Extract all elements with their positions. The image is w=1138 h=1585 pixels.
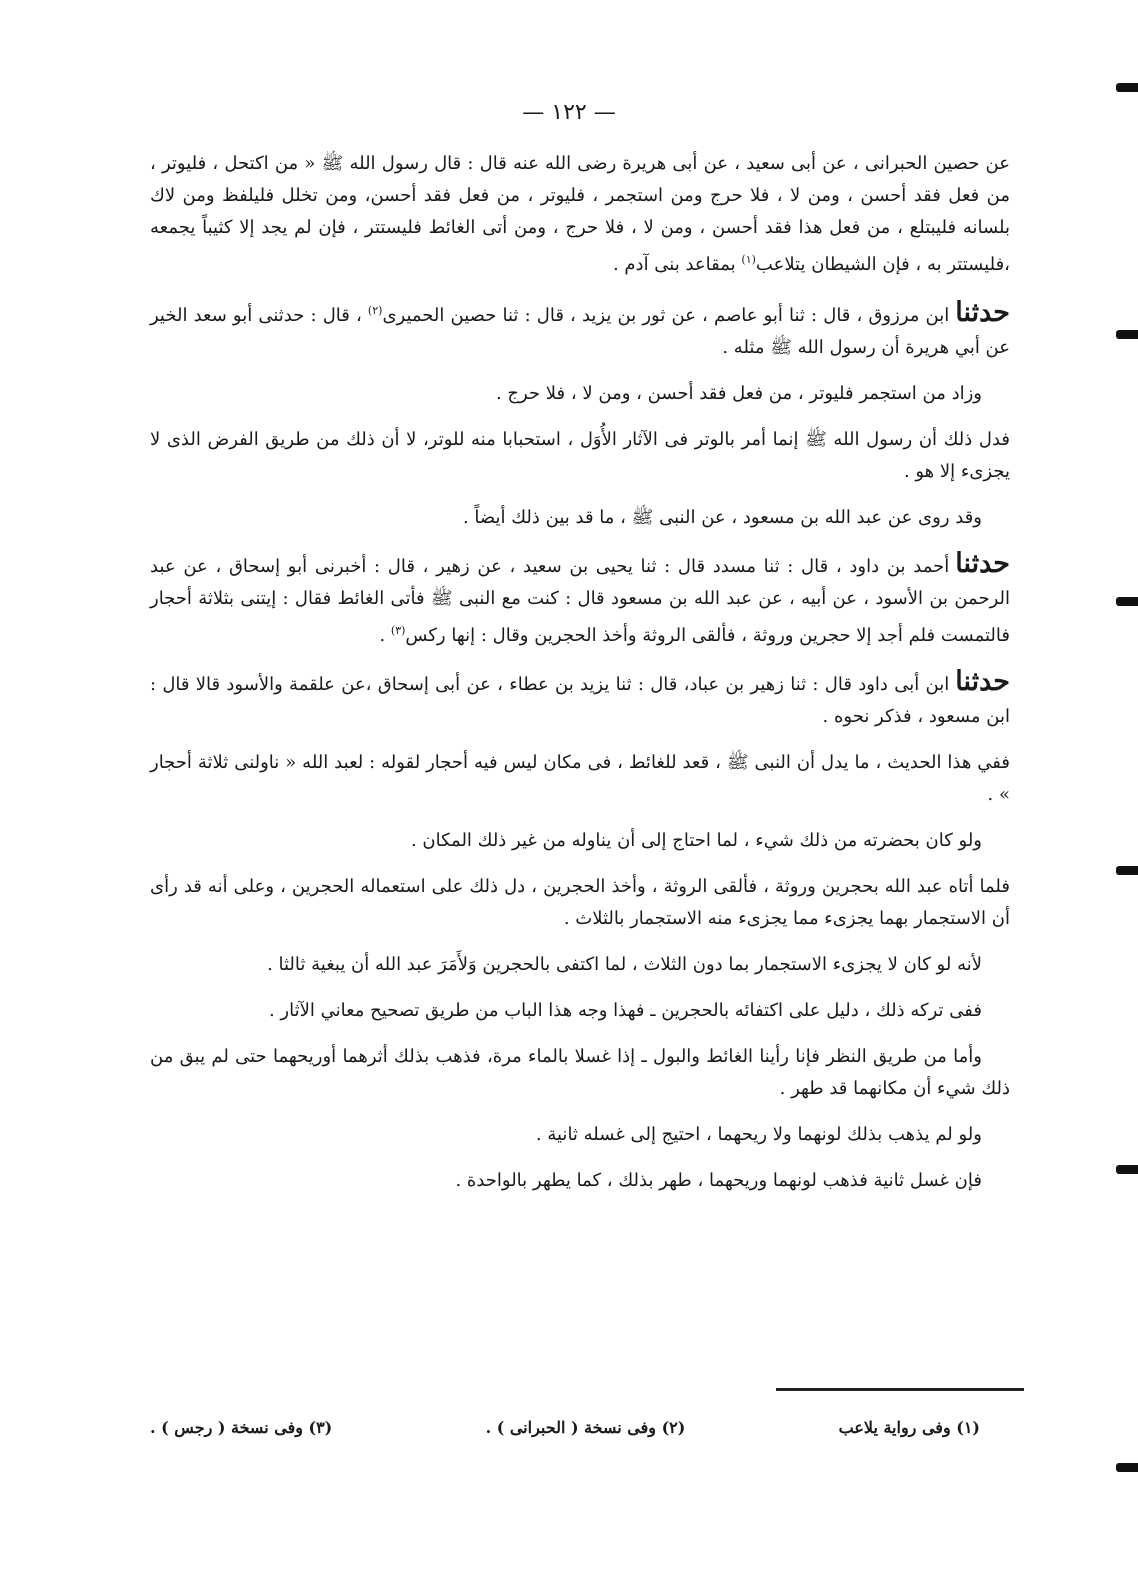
paragraph-text: فلما أتاه عبد الله بحجرين وروثة ، فألقى الروثة ، وأخذ الحجرين ، دل ذلك على استعماله الحجرين ، وعلى أنه قد رأى أن الاستجمار بهما يجزىء مما يجزىء منه الاستجمار بالثلاث . bbox=[150, 876, 1010, 929]
paragraph bbox=[150, 1165, 1010, 1197]
paragraph-text: ولو لم يذهب بذلك لونهما ولا ريحهما ، احتيج إلى غسله ثانية . bbox=[535, 1124, 982, 1145]
paragraph-text: وقد روى عن عبد الله بن مسعود ، عن النبى ﷺ ، ما قد بين ذلك أيضاً . bbox=[462, 507, 982, 528]
footnote-ref: (٢) bbox=[367, 304, 383, 317]
paragraph-tail: بمقاعد بنى آدم . bbox=[612, 254, 742, 275]
hadith-lead: حدثنا bbox=[955, 297, 1010, 328]
paragraph-text: ابن مرزوق ، قال : ثنا أبو عاصم ، عن ثور بن يزيد ، قال : ثنا حصين الحميرى bbox=[382, 305, 950, 326]
paragraph bbox=[150, 949, 1010, 981]
paragraph-text: ففى تركه ذلك ، دليل على اكتفائه بالحجرين ـ فهذا وجه هذا الباب من طريق تصحيح معاني الآثار . bbox=[268, 1000, 982, 1021]
paragraph bbox=[150, 825, 1010, 857]
edge-mark bbox=[1116, 866, 1138, 875]
paragraph-tail: ، قال : حدثنى أبو سعد الخير عن أبي هريرة أن رسول الله ﷺ مثله . bbox=[150, 305, 1010, 358]
paragraph-text: ففي هذا الحديث ، ما يدل أن النبى ﷺ ، قعد للغائط ، فى مكان ليس فيه أحجار لقوله : لعبد الله « ناولنى ثلاثة أحجار » . bbox=[150, 752, 1010, 805]
edge-mark bbox=[1116, 330, 1138, 339]
paragraph bbox=[150, 747, 1010, 811]
hadith-lead: حدثنا bbox=[955, 666, 1010, 697]
paragraph bbox=[150, 871, 1010, 935]
paragraph-tail: . bbox=[379, 625, 391, 646]
footnotes bbox=[150, 1418, 980, 1437]
paragraph bbox=[150, 1041, 1010, 1105]
paragraph bbox=[150, 295, 1010, 364]
footnote-ref: (٣) bbox=[390, 624, 406, 637]
paragraph bbox=[150, 378, 1010, 410]
paragraph-text: لأنه لو كان لا يجزىء الاستجمار بما دون الثلاث ، لما اكتفى بالحجرين وَلأَمَرَ عبد الله أن يبغية ثالثا . bbox=[267, 954, 982, 975]
paragraph-text: عن حصين الحبرانى ، عن أبى سعيد ، عن أبى هريرة رضى الله عنه قال : قال رسول الله ﷺ « من اكتحل ، فليوتر ، من فعل فقد أحسن ، ومن لا ، فلا حرج ومن استجمر ، فليوتر ، من فعل فقد أحسن، ومن تخلل فليلفظ ومن لاك بلسانه فليبتلع ، من فعل هذا فقد أحسن ، ومن لا ، فلا حرج ، ومن أتى الغائط فليستتر ، فإن لم يجد إلا كثيباً يجمعه ،فليستتر به ، فإن الشيطان يتلاعب bbox=[150, 153, 1010, 275]
footnote: (٣) وفى نسخة ( رجس ) . bbox=[150, 1418, 333, 1437]
footnote-ref: (١) bbox=[741, 253, 756, 266]
paragraph-text: فدل ذلك أن رسول الله ﷺ إنما أمر بالوتر فى الآثار الأُوَل ، استحبابا منه للوتر، لا أن ذلك من طريق الفرض الذى لا يجزىء إلا هو . bbox=[150, 429, 1010, 482]
paragraph-text: وأما من طريق النظر فإنا رأينا الغائط والبول ـ إذا غسلا بالماء مرة، فذهب بذلك أثرهما أوريحهما حتى لم يبق من ذلك شيء أن مكانهما قد طهر . bbox=[150, 1046, 1010, 1099]
footnote: (٢) وفى نسخة ( الحبرانى ) . bbox=[485, 1418, 686, 1437]
edge-mark bbox=[1116, 83, 1138, 92]
paragraph bbox=[150, 548, 1010, 652]
paragraph bbox=[150, 424, 1010, 488]
paragraph-text: ولو كان بحضرته من ذلك شيء ، لما احتاج إلى أن يناوله من غير ذلك المكان . bbox=[410, 830, 982, 851]
paragraph bbox=[150, 502, 1010, 534]
paragraph bbox=[150, 148, 1010, 281]
paragraph-text: وزاد من استجمر فليوتر ، من فعل فقد أحسن ، ومن لا ، فلا حرج . bbox=[495, 383, 982, 404]
body-text bbox=[150, 148, 1010, 1211]
page-number: — ١٢٢ — bbox=[522, 100, 616, 125]
paragraph bbox=[150, 1119, 1010, 1151]
paragraph-text: فإن غسل ثانية فذهب لونهما وريحهما ، طهر بذلك ، كما يطهر بالواحدة . bbox=[455, 1170, 982, 1191]
paragraph-text: ابن أبى داود قال : ثنا زهير بن عباد، قال : ثنا يزيد بن عطاء ، عن أبى إسحاق ،عن علقمة والأسود قالا قال : ابن مسعود ، فذكر نحوه . bbox=[150, 674, 1010, 727]
hadith-lead: حدثنا bbox=[955, 548, 1010, 579]
footnote: (١) وفى رواية يلاعب bbox=[838, 1418, 980, 1437]
footnote-rule bbox=[776, 1388, 1024, 1391]
paragraph bbox=[150, 666, 1010, 733]
paragraph-text: أحمد بن داود ، قال : ثنا مسدد قال : ثنا يحيى بن سعيد ، عن زهير ، قال : أخبرنى أبو إسحاق ، عن عبد الرحمن بن الأسود ، عن أبيه ، عن عبد الله بن مسعود قال : كنت مع النبى ﷺ فأتى الغائط فقال : إيتنى بثلاثة أحجار فالتمست فلم أجد إلا حجرين وروثة ، فألقى الروثة وأخذ الحجرين وقال : إنها ركس bbox=[150, 556, 1010, 646]
edge-mark bbox=[1116, 1463, 1138, 1472]
paragraph bbox=[150, 995, 1010, 1027]
edge-mark bbox=[1116, 597, 1138, 606]
edge-mark bbox=[1116, 1165, 1138, 1174]
